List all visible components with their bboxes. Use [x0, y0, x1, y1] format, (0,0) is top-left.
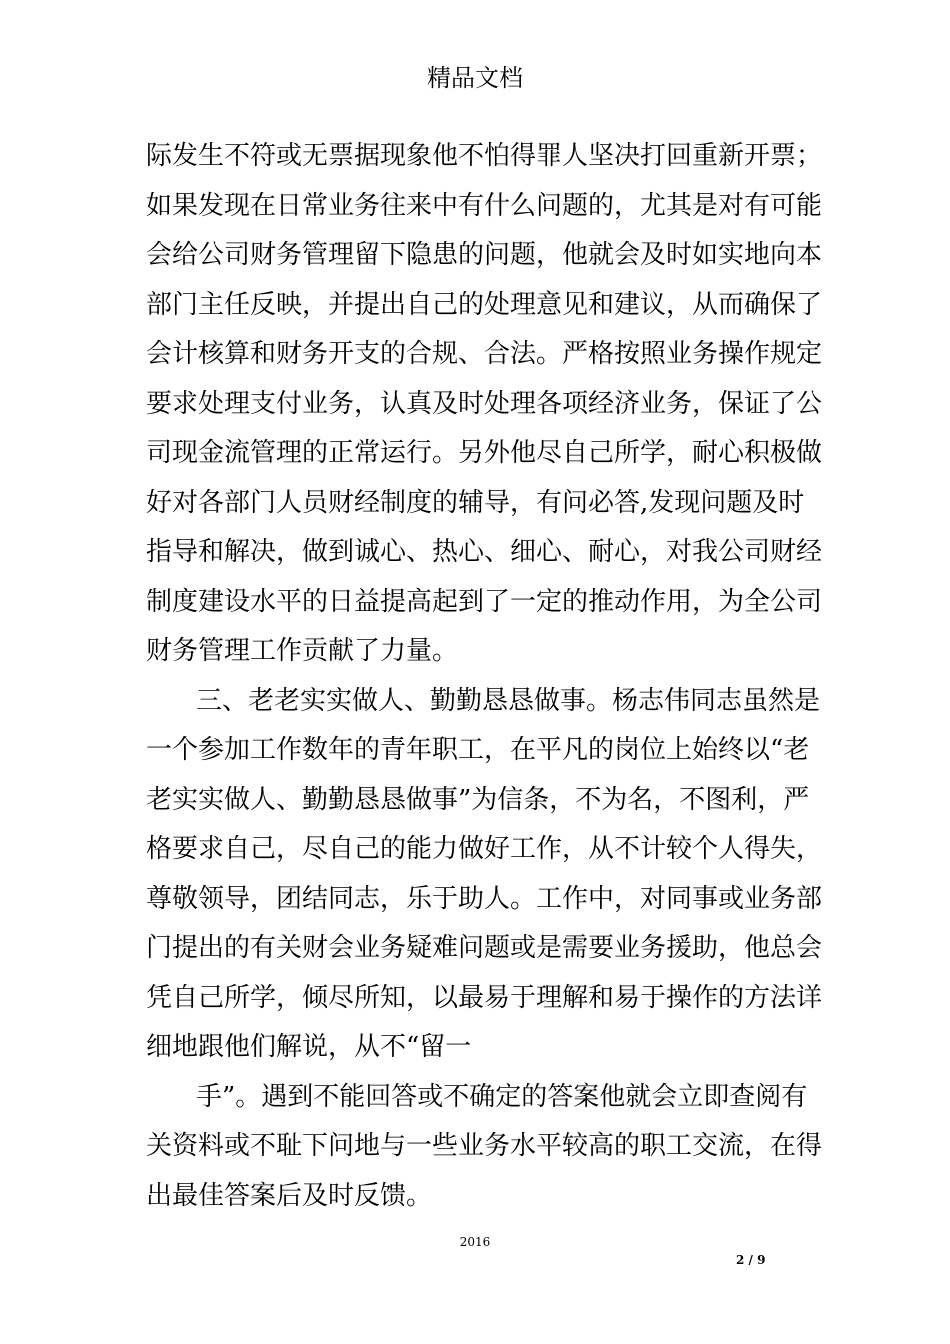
body-line: 凭自己所学，倾尽所知，以最易于理解和易于操作的方法详 [146, 982, 823, 1013]
body-line: 门提出的有关财会业务疑难问题或是需要业务援助，他总会 [146, 933, 823, 963]
body-line: 会计核算和财务开支的合规、合法。严格按照业务操作规定 [146, 339, 823, 369]
body-line: 关资料或不耻下问地与一些业务水平较高的职工交流，在得 [146, 1131, 823, 1161]
body-line: 好对各部门人员财经制度的辅导，有问必答,发现问题及时 [146, 487, 805, 518]
body-line: 财务管理工作贡献了力量。 [146, 636, 459, 666]
body-line: 要求处理支付业务，认真及时处理各项经济业务，保证了公 [146, 388, 823, 419]
body-line: 细地跟他们解说，从不“留一 [146, 1032, 472, 1062]
page-header [0, 60, 950, 96]
body-line: 如果发现在日常业务往来中有什么问题的，尤其是对有可能 [146, 190, 823, 221]
body-line: 会给公司财务管理留下隐患的问题，他就会及时如实地向本 [146, 240, 823, 270]
body-line: 指导和解决，做到诚心、热心、细心、耐心，对我公司财经 [146, 537, 823, 567]
body-line: 制度建设水平的日益提高起到了一定的推动作用，为全公司 [146, 586, 823, 617]
body-line: 格要求自己，尽自己的能力做好工作，从不计较个人得失， [146, 834, 823, 864]
footer-year: 2016 [459, 1235, 491, 1249]
document-body [146, 132, 823, 1221]
body-line: 司现金流管理的正常运行。另外他尽自己所学，耐心积极做 [146, 438, 823, 468]
body-line: 际发生不符或无票据现象他不怕得罪人坚决打回重新开票； [146, 141, 823, 171]
page-number: 2 / 9 [736, 1253, 766, 1267]
paragraph-start-line: 三、老老实实做人、勤勤恳恳做事。杨志伟同志虽然是 [196, 685, 821, 716]
body-line: 部门主任反映，并提出自己的处理意见和建议，从而确保了 [146, 289, 823, 320]
body-line: 老实实做人、勤勤恳恳做事”为信条，不为名，不图利，严 [146, 784, 810, 815]
paragraph-start-line: 手”。遇到不能回答或不确定的答案他就会立即查阅有 [196, 1081, 808, 1112]
body-line: 一个参加工作数年的青年职工，在平凡的岗位上始终以“老 [146, 735, 810, 765]
header-title: 精品文档 [427, 64, 523, 92]
body-line: 尊敬领导，团结同志，乐于助人。工作中，对同事或业务部 [146, 883, 823, 914]
body-line: 出最佳答案后及时反馈。 [146, 1180, 433, 1211]
